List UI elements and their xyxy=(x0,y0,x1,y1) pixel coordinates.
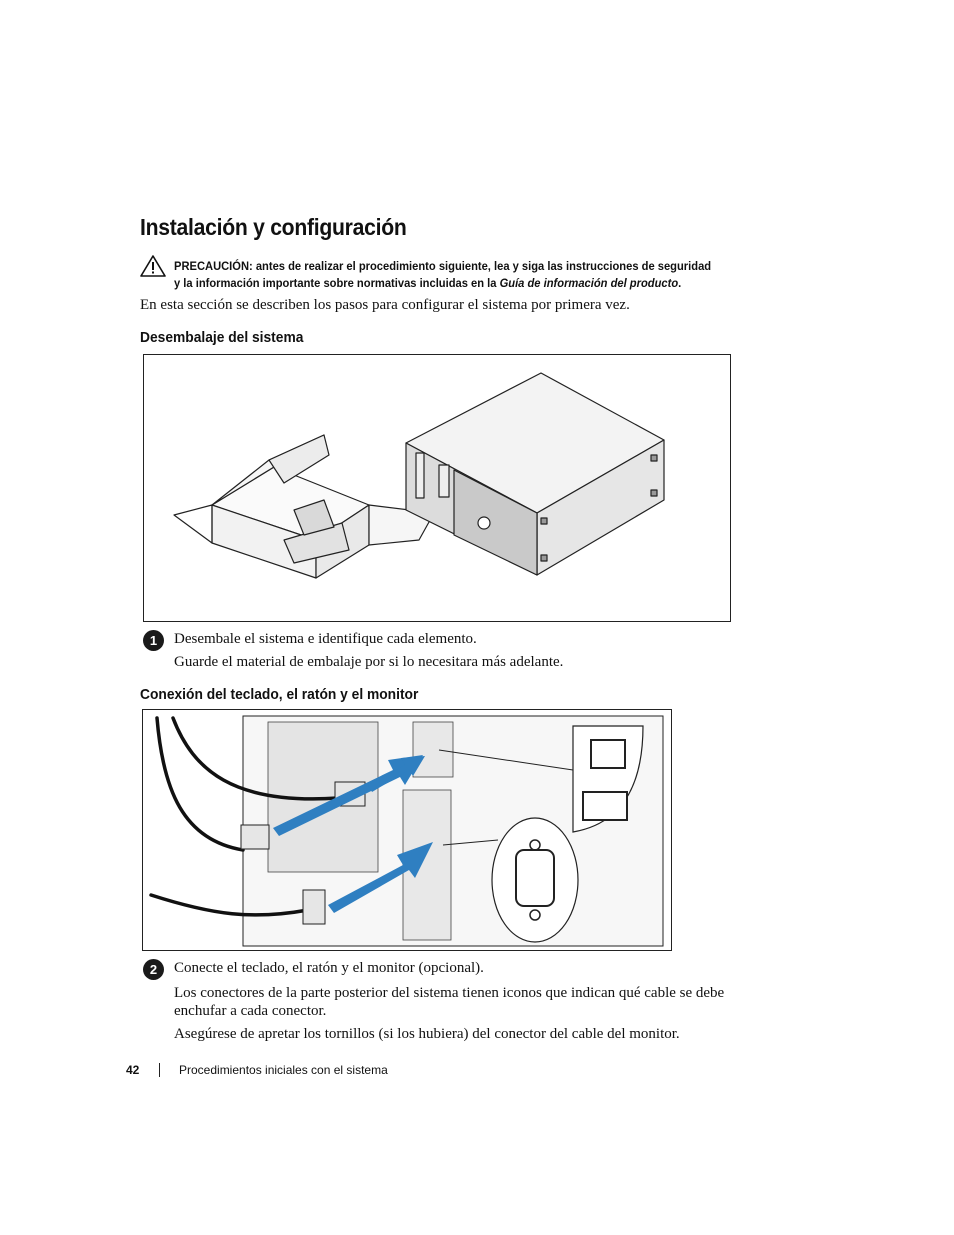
step-2-line-4: Asegúrese de apretar los tornillos (si los hubiera) del conector del cable del monitor. xyxy=(174,1026,680,1042)
connections-illustration xyxy=(143,710,671,950)
unpacking-illustration xyxy=(144,355,730,621)
caution-line-2 xyxy=(174,275,732,292)
intro-paragraph: En esta sección se describen los pasos para configurar el sistema por primera vez. xyxy=(140,297,630,313)
caution-text-2: y la información importante sobre normativas incluidas en la xyxy=(174,276,500,290)
step-badge-1: 1 xyxy=(143,630,164,651)
warning-icon xyxy=(140,255,166,277)
unpacking-figure xyxy=(143,354,731,622)
computer-tower xyxy=(406,373,664,575)
section-heading-connections: Conexión del teclado, el ratón y el monitor xyxy=(140,686,419,703)
guide-title: Guía de información del producto xyxy=(499,276,679,290)
caution-text-end: . xyxy=(678,276,682,290)
running-title: Procedimientos iniciales con el sistema xyxy=(179,1063,388,1077)
step-1-line-2: Guarde el material de embalaje por si lo necesitara más adelante. xyxy=(174,654,564,670)
open-box xyxy=(174,435,434,578)
step-badge-2: 2 xyxy=(143,959,164,980)
section-heading-unpacking: Desembalaje del sistema xyxy=(140,329,304,346)
step-1-line-1: Desembale el sistema e identifique cada elemento. xyxy=(174,631,477,647)
step-2-line-3: enchufar a cada conector. xyxy=(174,1003,327,1019)
step-2-line-2: Los conectores de la parte posterior del sistema tienen iconos que indican qué cable se debe xyxy=(174,985,725,1001)
step-2-line-1: Conecte el teclado, el ratón y el monitor (opcional). xyxy=(174,960,484,976)
connections-figure xyxy=(142,709,672,951)
caution-notice xyxy=(174,258,732,292)
page-title: Instalación y configuración xyxy=(140,214,407,240)
caution-line-1 xyxy=(174,258,732,275)
footer-separator xyxy=(159,1063,160,1077)
caution-label: PRECAUCIÓN: xyxy=(174,259,253,273)
page-number: 42 xyxy=(126,1063,140,1077)
caution-text-1: antes de realizar el procedimiento siguiente, lea y siga las instrucciones de seguridad xyxy=(255,259,712,273)
